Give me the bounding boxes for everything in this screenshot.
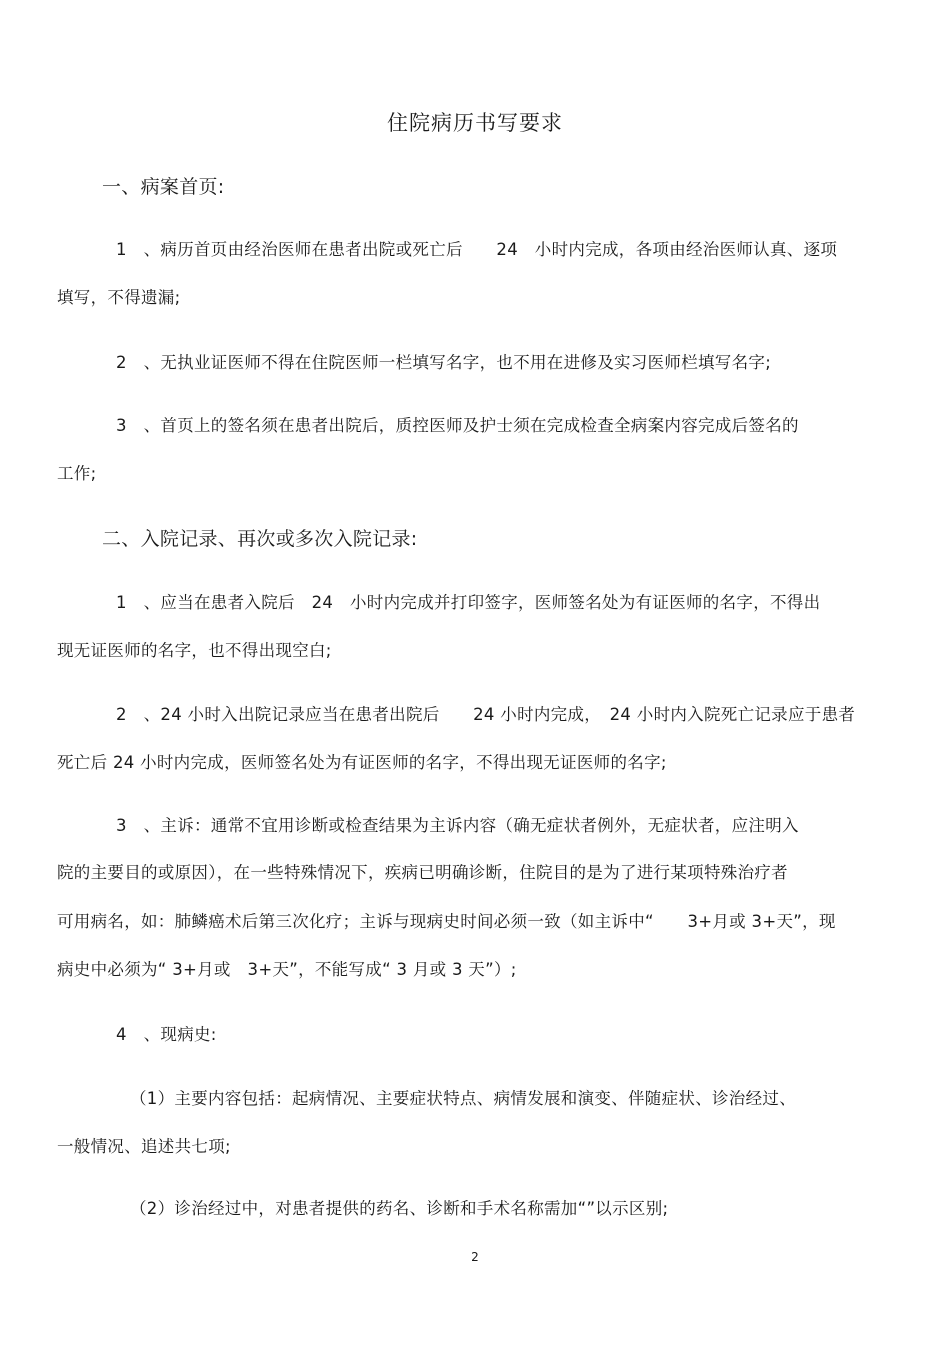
page-title: 住院病历书写要求 xyxy=(387,111,563,135)
paragraph-line: 院的主要目的或原因），在一些特殊情况下，疾病已明确诊断，住院目的是为了进行某项特殊治疗者 xyxy=(57,863,788,882)
paragraph-line: 3 、首页上的签名须在患者出院后，质控医师及护士须在完成检查全病案内容完成后签名的 xyxy=(116,416,799,435)
paragraph-line: 一般情况、追述共七项; xyxy=(57,1137,231,1156)
paragraph-line: （1）主要内容包括：起病情况、主要症状特点、病情发展和演变、伴随症状、诊治经过、 xyxy=(130,1089,796,1108)
page-number: 2 xyxy=(471,1250,479,1264)
paragraph-line: 2 、无执业证医师不得在住院医师一栏填写名字，也不用在进修及实习医师栏填写名字; xyxy=(116,353,772,372)
paragraph-line: 1 、病历首页由经治医师在患者出院或死亡后 24 小时内完成，各项由经治医师认真、逐项 xyxy=(116,240,838,259)
paragraph-line: 填写，不得遗漏; xyxy=(57,288,181,307)
section-heading: 一、病案首页: xyxy=(102,176,225,198)
paragraph-line: 病史中必须为“ 3+月或 3+天”，不能写成“ 3 月或 3 天”）; xyxy=(57,960,517,979)
section-heading: 二、入院记录、再次或多次入院记录: xyxy=(102,528,418,550)
paragraph-line: 死亡后 24 小时内完成，医师签名处为有证医师的名字，不得出现无证医师的名字; xyxy=(57,753,667,772)
paragraph-line: 2 、24 小时入出院记录应当在患者出院后 24 小时内完成， 24 小时内入院死亡记录应于患者 xyxy=(116,705,856,724)
paragraph-line: （2）诊治经过中，对患者提供的药名、诊断和手术名称需加“”以示区别; xyxy=(130,1199,669,1218)
paragraph-line: 现无证医师的名字，也不得出现空白; xyxy=(57,641,332,660)
paragraph-line: 工作; xyxy=(57,464,97,483)
paragraph-line: 3 、主诉：通常不宜用诊断或检查结果为主诉内容（确无症状者例外，无症状者，应注明入 xyxy=(116,816,799,835)
paragraph-line: 1 、应当在患者入院后 24 小时内完成并打印签字，医师签名处为有证医师的名字，不得出 xyxy=(116,593,821,612)
paragraph-line: 可用病名，如：肺鳞癌术后第三次化疗；主诉与现病史时间必须一致（如主诉中“ 3+月或 3+天”，现 xyxy=(57,912,836,931)
paragraph-line: 4 、现病史: xyxy=(116,1025,217,1044)
